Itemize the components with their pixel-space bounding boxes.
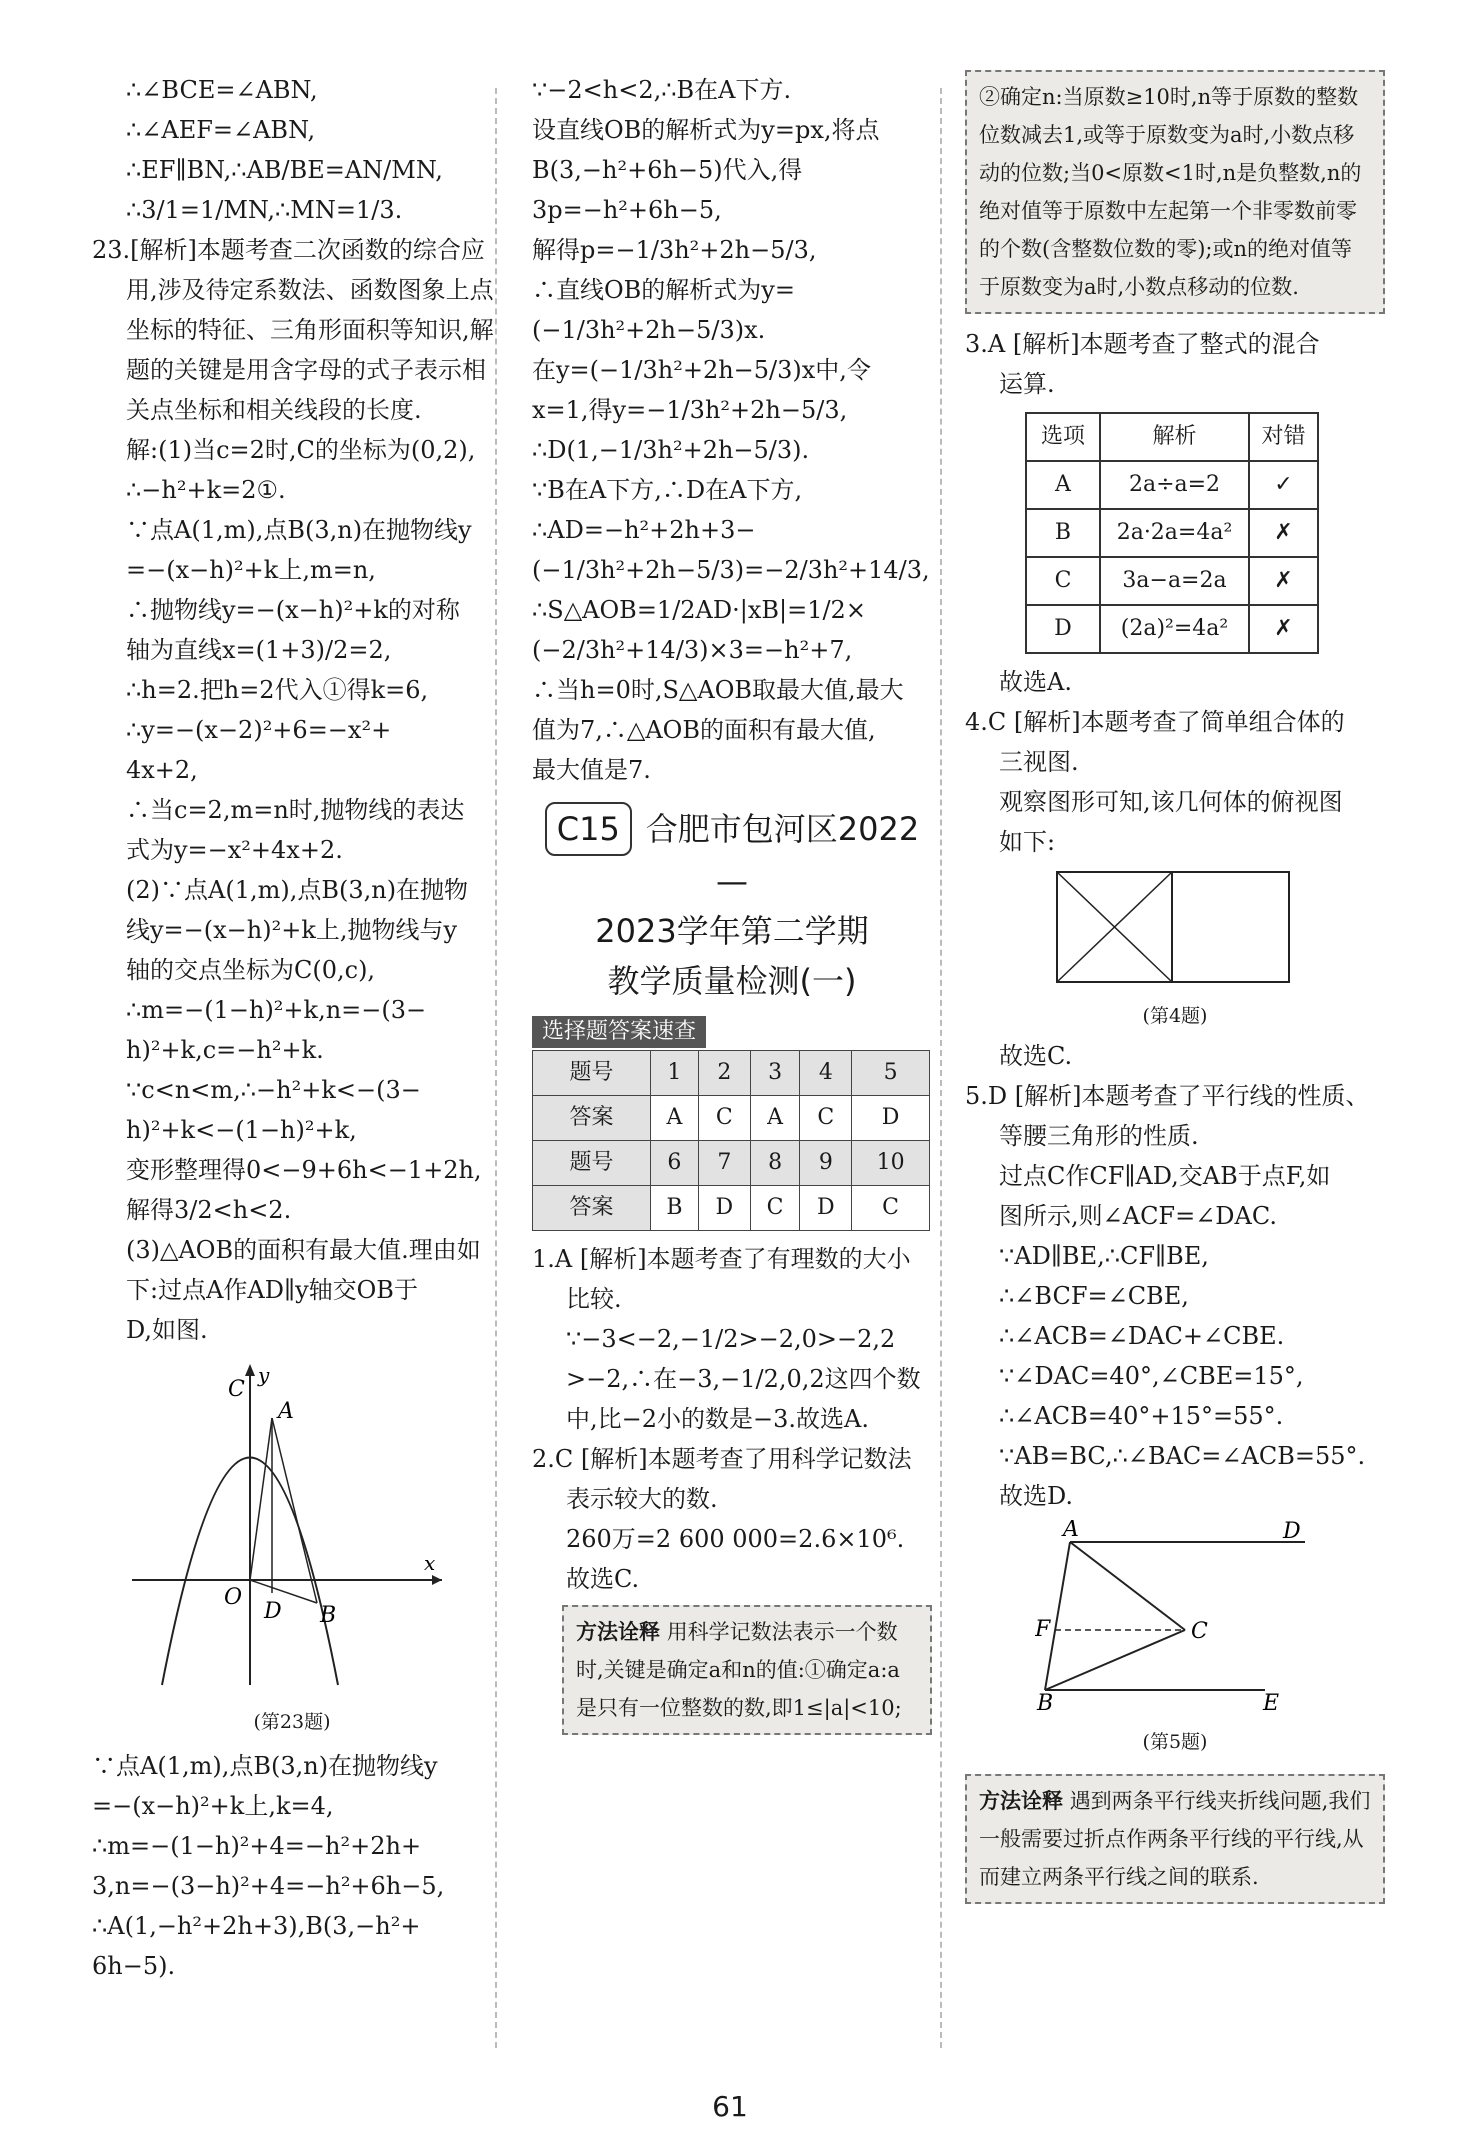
- section-title-line-1: [532, 802, 932, 906]
- table-cell: 7: [698, 1141, 750, 1186]
- text-line: =−(x−h)²+k上,k=4,: [92, 1792, 334, 1820]
- text-line: ∵AD∥BE,∴CF∥BE,: [999, 1242, 1209, 1270]
- text-line: ∵c<n<m,∴−h²+k<−(3−: [126, 1076, 421, 1104]
- label-C: C: [228, 1377, 245, 1402]
- note-title: 方法诠释: [979, 1789, 1063, 1813]
- solutions-1-2: [532, 1239, 932, 1599]
- text-line: 3,n=−(3−h)²+4=−h²+6h−5,: [92, 1872, 445, 1900]
- figure-4: [1055, 870, 1295, 1036]
- text-line: ∴y=−(x−2)²+6=−x²+: [126, 716, 392, 744]
- text-line: 题的关键是用含字母的式子表示相: [126, 356, 486, 384]
- label-B: B: [320, 1603, 337, 1628]
- text-line: 故选D.: [999, 1482, 1074, 1510]
- text-line: 关点坐标和相关线段的长度.: [126, 396, 422, 424]
- table-cell: 答案: [533, 1096, 651, 1141]
- parabola-diagram: [132, 1360, 452, 1690]
- text-line: 如下:: [999, 828, 1056, 856]
- text-line: 设直线OB的解析式为y=px,将点: [532, 116, 880, 144]
- table-header: 对错: [1249, 413, 1318, 461]
- text-line: 式为y=−x²+4x+2.: [126, 836, 343, 864]
- segment-OB: [250, 1580, 317, 1603]
- text-line: 2.C [解析]本题考查了用科学记数法: [532, 1445, 912, 1473]
- text-line: >−2,∴在−3,−1/2,0,2这四个数: [566, 1365, 921, 1393]
- note-body: [576, 1613, 918, 1727]
- label-E: E: [1263, 1691, 1280, 1710]
- text-line: 故选A.: [999, 668, 1072, 696]
- text-line: ∴−h²+k=2①.: [126, 476, 286, 504]
- text-line: 运算.: [999, 370, 1055, 398]
- segment-AC: [1070, 1542, 1185, 1630]
- table-header-row: [1026, 413, 1318, 461]
- text-line: 表示较大的数.: [566, 1485, 718, 1513]
- table-header: 选项: [1026, 413, 1100, 461]
- text-line: ∵−2<h<2,∴B在A下方.: [532, 76, 792, 104]
- table-cell: 题号: [533, 1141, 651, 1186]
- label-B: B: [1037, 1691, 1054, 1710]
- segment-AB: [272, 1418, 317, 1603]
- table-row: [533, 1051, 930, 1096]
- label-O: O: [224, 1585, 243, 1610]
- text-line: 1.A [解析]本题考查了有理数的大小: [532, 1245, 911, 1273]
- text-line: 坐标的特征、三角形面积等知识,解: [126, 316, 494, 344]
- text-line: ∴S△AOB=1/2AD·|xB|=1/2×: [532, 596, 866, 624]
- text-line: 值为7,∴△AOB的面积有最大值,: [532, 716, 876, 744]
- table-cell: C: [800, 1096, 852, 1141]
- note-title: 方法诠释: [576, 1620, 660, 1644]
- text-line: 5.D [解析]本题考查了平行线的性质、: [965, 1082, 1370, 1110]
- text-line: 在y=(−1/3h²+2h−5/3)x中,令: [532, 356, 871, 384]
- section-title-line-3: 教学质量检测(一): [607, 962, 857, 1000]
- text-line: ∴当c=2,m=n时,抛物线的表达: [126, 796, 465, 824]
- text-line: 三视图.: [999, 748, 1079, 776]
- table-cell: ✓: [1249, 461, 1318, 509]
- text-line: ∵B在A下方,∴D在A下方,: [532, 476, 803, 504]
- text-line: ∴EF∥BN,∴AB/BE=AN/MN,: [126, 156, 443, 184]
- text-line: 故选C.: [999, 1042, 1073, 1070]
- text-line: 260万=2 600 000=2.6×10⁶.: [566, 1525, 905, 1553]
- table-cell: 9: [800, 1141, 852, 1186]
- text-line: (−1/3h²+2h−5/3)=−2/3h²+14/3,: [532, 556, 930, 584]
- text-line: 中,比−2小的数是−3.故选A.: [566, 1405, 869, 1433]
- text-line: 解得p=−1/3h²+2h−5/3,: [532, 236, 817, 264]
- method-note-1: [562, 1605, 932, 1735]
- text-line: (2)∵点A(1,m),点B(3,n)在抛物: [126, 876, 469, 904]
- section-title-text: 合肥市包河区2022—: [645, 810, 920, 900]
- table-cell: 10: [852, 1141, 930, 1186]
- answer-key: [532, 1010, 932, 1231]
- column-left: [92, 70, 494, 1986]
- text-line: 过点C作CF∥AD,交AB于点F,如: [999, 1162, 1331, 1190]
- text-line: ∴AD=−h²+2h+3−: [532, 516, 756, 544]
- label-C: C: [1191, 1619, 1208, 1644]
- text-line: D,如图.: [126, 1316, 208, 1344]
- table-cell: 3: [750, 1051, 800, 1096]
- table-cell: (2a)²=4a²: [1100, 605, 1249, 653]
- figure-caption: (第23题): [253, 1711, 331, 1733]
- table-cell: C: [1026, 557, 1100, 605]
- section-title-line-2: 2023学年第二学期: [595, 912, 869, 950]
- text-line: (−2/3h²+14/3)×3=−h²+7,: [532, 636, 853, 664]
- table-cell: 2a÷a=2: [1100, 461, 1249, 509]
- table-header: 解析: [1100, 413, 1249, 461]
- solution-3: [965, 324, 1385, 404]
- text-line: h)²+k,c=−h²+k.: [126, 1036, 324, 1064]
- note-text: 用科学记数法表示一个数时,关键是确定a和n的值:①确定a:a是只有一位整数的数,即1≤|a|<10;: [576, 1620, 902, 1720]
- table-cell: ✗: [1249, 509, 1318, 557]
- method-note-2: [965, 70, 1385, 314]
- text-line: =−(x−h)²+k上,m=n,: [126, 556, 376, 584]
- column-middle: [532, 70, 932, 1735]
- text-line: ∴当h=0时,S△AOB取最大值,最大: [532, 676, 904, 704]
- figure-23: [132, 1360, 452, 1742]
- table-cell: 6: [650, 1141, 698, 1186]
- table-row: [1026, 557, 1318, 605]
- section-tag: C15: [545, 802, 632, 856]
- text-line: 23.[解析]本题考查二次函数的综合应: [92, 236, 485, 264]
- table-cell: A: [650, 1096, 698, 1141]
- parallel-lines-diagram: [1035, 1520, 1315, 1710]
- text-line: 用,涉及待定系数法、函数图象上点: [126, 276, 494, 304]
- segment-OA: [250, 1418, 272, 1580]
- text-line: ∵−3<−2,−1/2>−2,0>−2,2: [566, 1325, 896, 1353]
- text-line: 轴的交点坐标为C(0,c),: [126, 956, 376, 984]
- text-line: ∴∠BCE=∠ABN,: [126, 76, 318, 104]
- answer-table: [532, 1050, 930, 1231]
- text-line: x=1,得y=−1/3h²+2h−5/3,: [532, 396, 848, 424]
- text-line: 3.A [解析]本题考查了整式的混合: [965, 330, 1320, 358]
- label-A: A: [1063, 1520, 1079, 1542]
- note-body: [979, 1782, 1371, 1896]
- text-line: ∴∠ACB=∠DAC+∠CBE.: [999, 1322, 1285, 1350]
- figure-caption: (第4题): [1142, 1005, 1208, 1027]
- page-number: 61: [712, 2090, 748, 2123]
- table-row: [533, 1186, 930, 1231]
- table-row: [1026, 509, 1318, 557]
- text-line: 4.C [解析]本题考查了简单组合体的: [965, 708, 1345, 736]
- table-cell: 答案: [533, 1186, 651, 1231]
- table-cell: 题号: [533, 1051, 651, 1096]
- text-line: 轴为直线x=(1+3)/2=2,: [126, 636, 392, 664]
- text-line: ∵点A(1,m),点B(3,n)在抛物线y: [92, 1752, 438, 1780]
- section-header: [532, 802, 932, 1006]
- text-line: ∴∠BCF=∠CBE,: [999, 1282, 1189, 1310]
- text-line: ∵点A(1,m),点B(3,n)在抛物线y: [126, 516, 472, 544]
- analysis-table: [1025, 412, 1319, 654]
- column-divider-1: [495, 88, 497, 2048]
- text-line: ∵∠DAC=40°,∠CBE=15°,: [999, 1362, 1304, 1390]
- text-line: ∴∠AEF=∠ABN,: [126, 116, 316, 144]
- text-line: (3)△AOB的面积有最大值.理由如: [126, 1236, 481, 1264]
- text-line: ∴h=2.把h=2代入①得k=6,: [126, 676, 429, 704]
- text-line: 4x+2,: [126, 756, 198, 784]
- text-line: ∴m=−(1−h)²+k,n=−(3−: [126, 996, 427, 1024]
- text-line: 故选C.: [566, 1565, 640, 1593]
- table-cell: 1: [650, 1051, 698, 1096]
- text-line: 解:(1)当c=2时,C的坐标为(0,2),: [126, 436, 476, 464]
- text-line: 等腰三角形的性质.: [999, 1122, 1199, 1150]
- table-row: [1026, 461, 1318, 509]
- table-cell: 3a−a=2a: [1100, 557, 1249, 605]
- text-line: 3p=−h²+6h−5,: [532, 196, 722, 224]
- text-line: 线y=−(x−h)²+k上,抛物线与y: [126, 916, 458, 944]
- label-x: x: [424, 1551, 436, 1575]
- text-line: 比较.: [566, 1285, 622, 1313]
- text-line: ∴D(1,−1/3h²+2h−5/3).: [532, 436, 810, 464]
- table-cell: C: [698, 1096, 750, 1141]
- label-D: D: [1283, 1520, 1301, 1544]
- table-cell: 5: [852, 1051, 930, 1096]
- text-line: ∵AB=BC,∴∠BAC=∠ACB=55°.: [999, 1442, 1366, 1470]
- figure-caption: (第5题): [1142, 1731, 1208, 1753]
- method-note-3: [965, 1774, 1385, 1904]
- top-view-diagram: [1055, 870, 1291, 984]
- table-cell: 2a·2a=4a²: [1100, 509, 1249, 557]
- column-right: [965, 70, 1385, 1904]
- table-row: [1026, 605, 1318, 653]
- segment-BC: [1045, 1630, 1185, 1690]
- table-cell: ✗: [1249, 557, 1318, 605]
- table-cell: D: [852, 1096, 930, 1141]
- text-line: 6h−5).: [92, 1952, 176, 1980]
- note-text: ②确定n:当原数≥10时,n等于原数的整数位数减去1,或等于原数变为a时,小数点移动的位数;当0<原数<1时,n是负整数,n的绝对值等于原数中左起第一个非零数前零的个数(含整数位数的零);或n的绝对值等于原数变为a时,小数点移动的位数.: [979, 85, 1362, 299]
- table-cell: D: [1026, 605, 1100, 653]
- text-line: ∴抛物线y=−(x−h)²+k的对称: [126, 596, 460, 624]
- text-line: 观察图形可知,该几何体的俯视图: [999, 788, 1343, 816]
- text-line: 解得3/2<h<2.: [126, 1196, 292, 1224]
- table-cell: C: [852, 1186, 930, 1231]
- text-line: h)²+k<−(1−h)²+k,: [126, 1116, 357, 1144]
- text-line: 下:过点A作AD∥y轴交OB于: [126, 1276, 418, 1304]
- table-cell: B: [1026, 509, 1100, 557]
- table-cell: D: [800, 1186, 852, 1231]
- table-cell: A: [750, 1096, 800, 1141]
- table-cell: D: [698, 1186, 750, 1231]
- segment-AB: [1045, 1542, 1070, 1690]
- figure-5: [1035, 1520, 1315, 1762]
- answer-key-title: 选择题答案速查: [532, 1016, 706, 1048]
- text-line: ∴∠ACB=40°+15°=55°.: [999, 1402, 1284, 1430]
- x-axis-arrow: [432, 1575, 442, 1585]
- label-D: D: [264, 1599, 282, 1624]
- text-line: 图所示,则∠ACF=∠DAC.: [999, 1202, 1278, 1230]
- table-row: [533, 1141, 930, 1186]
- text-line: ∴3/1=1/MN,∴MN=1/3.: [126, 196, 403, 224]
- table-row: [533, 1096, 930, 1141]
- text-line: (−1/3h²+2h−5/3)x.: [532, 316, 766, 344]
- table-cell: 8: [750, 1141, 800, 1186]
- text-line: ∴A(1,−h²+2h+3),B(3,−h²+: [92, 1912, 421, 1940]
- table-cell: 4: [800, 1051, 852, 1096]
- label-A: A: [278, 1399, 294, 1424]
- table-cell: ✗: [1249, 605, 1318, 653]
- y-axis-arrow: [245, 1364, 255, 1376]
- table-cell: 2: [698, 1051, 750, 1096]
- table-cell: A: [1026, 461, 1100, 509]
- text-line: 最大值是7.: [532, 756, 651, 784]
- text-line: B(3,−h²+6h−5)代入,得: [532, 156, 803, 184]
- text-line: 变形整理得0<−9+6h<−1+2h,: [126, 1156, 482, 1184]
- column-divider-2: [940, 88, 942, 2048]
- table-cell: C: [750, 1186, 800, 1231]
- note-text: 遇到两条平行线夹折线问题,我们一般需要过折点作两条平行线的平行线,从而建立两条平行线之间的联系.: [979, 1789, 1371, 1889]
- text-line: ∴m=−(1−h)²+4=−h²+2h+: [92, 1832, 422, 1860]
- label-y: y: [258, 1363, 270, 1387]
- text-line: ∴直线OB的解析式为y=: [532, 276, 795, 304]
- table-cell: B: [650, 1186, 698, 1231]
- label-F: F: [1035, 1617, 1051, 1642]
